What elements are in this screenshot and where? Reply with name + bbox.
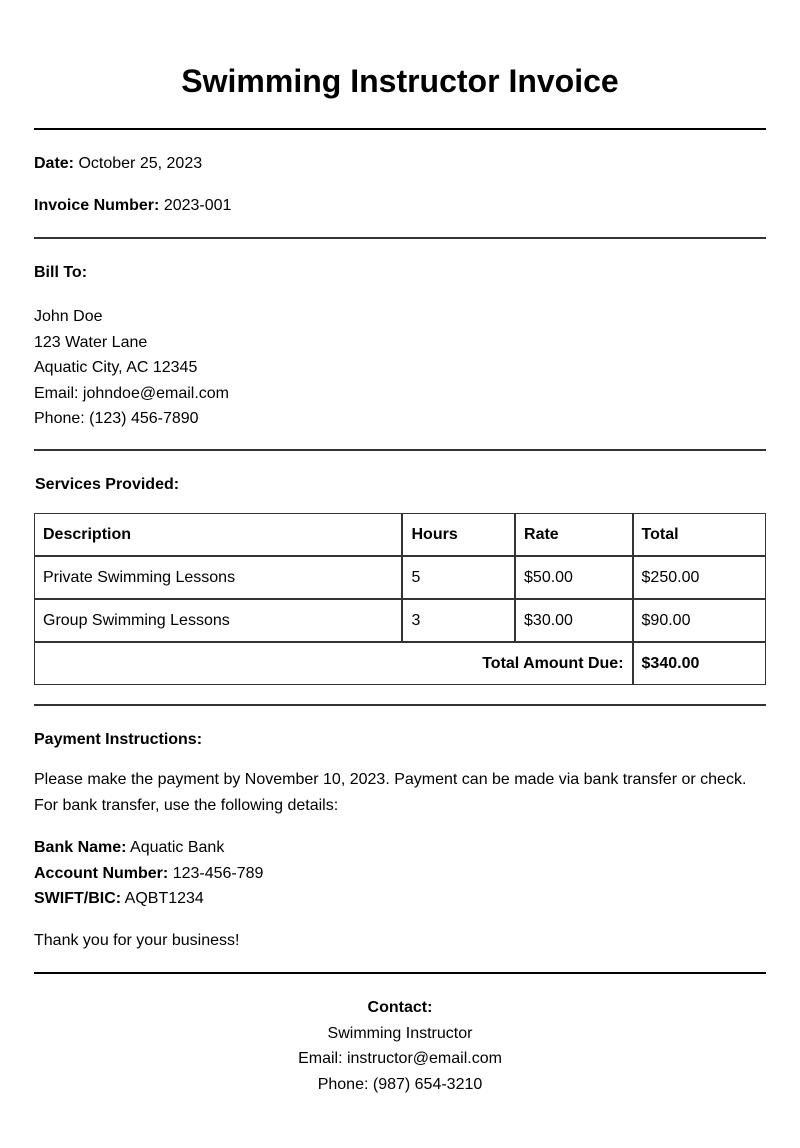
row-total: $250.00 — [633, 556, 766, 599]
page-title: Swimming Instructor Invoice — [181, 63, 619, 99]
row-description: Group Swimming Lessons — [35, 599, 403, 642]
divider — [34, 128, 766, 130]
row-hours: 5 — [402, 556, 515, 599]
column-header-rate: Rate — [515, 514, 633, 557]
bank-name-label: Bank Name: — [34, 839, 127, 856]
bill-to-phone: Phone: (123) 456-7890 — [34, 410, 199, 428]
contact-phone: Phone: (987) 654-3210 — [317, 1075, 483, 1093]
bill-to-email: Email: johndoe@email.com — [34, 384, 229, 402]
table-row — [35, 556, 766, 599]
bank-name-row — [34, 835, 766, 861]
contact-heading: Contact: — [367, 999, 433, 1016]
services-heading: Services Provided: — [35, 476, 180, 493]
row-description: Private Swimming Lessons — [35, 556, 403, 599]
bill-to-address-line-2: Aquatic City, AC 12345 — [34, 359, 198, 377]
column-header-total: Total — [633, 514, 766, 557]
divider — [34, 237, 766, 239]
row-rate: $30.00 — [515, 599, 633, 642]
divider — [34, 449, 766, 451]
services-table — [34, 513, 766, 685]
swift-row — [34, 886, 766, 912]
contact-email: Email: instructor@email.com — [298, 1050, 502, 1068]
total-amount-value: $340.00 — [633, 642, 766, 685]
date-value: October 25, 2023 — [78, 155, 203, 172]
row-total: $90.00 — [633, 599, 766, 642]
bank-name-value: Aquatic Bank — [130, 839, 225, 856]
bill-to-heading: Bill To: — [34, 264, 88, 281]
column-header-hours: Hours — [402, 514, 515, 557]
bill-to-address-line-1: 123 Water Lane — [34, 333, 148, 351]
table-total-row — [35, 642, 766, 685]
bill-to-name: John Doe — [34, 308, 103, 325]
invoice-number-value: 2023-001 — [163, 197, 232, 214]
swift-label: SWIFT/BIC: — [34, 890, 122, 908]
thank-you-text: Thank you for your business! — [34, 932, 240, 949]
divider — [34, 704, 766, 706]
contact-block — [34, 995, 766, 1097]
date-row — [34, 154, 202, 174]
account-number-row — [34, 861, 766, 887]
divider — [34, 972, 766, 974]
invoice-number-label: Invoice Number: — [34, 197, 160, 214]
row-rate: $50.00 — [515, 556, 633, 599]
total-amount-label: Total Amount Due: — [35, 642, 633, 685]
row-hours: 3 — [402, 599, 515, 642]
account-number-label: Account Number: — [34, 864, 169, 882]
date-label: Date: — [34, 155, 75, 172]
contact-name: Swimming Instructor — [327, 1024, 473, 1042]
column-header-description: Description — [35, 514, 403, 557]
payment-heading: Payment Instructions: — [34, 731, 203, 748]
swift-value: AQBT1234 — [124, 890, 204, 908]
bill-to-address — [34, 304, 229, 432]
invoice-number-row — [34, 196, 231, 216]
table-header-row — [35, 514, 766, 557]
bank-details — [34, 835, 766, 912]
account-number-value: 123-456-789 — [172, 864, 264, 882]
table-row — [35, 599, 766, 642]
payment-text: Please make the payment by November 10, 2023. Payment can be made via bank transfer or check. For bank transfer, use the following details: — [34, 771, 747, 814]
